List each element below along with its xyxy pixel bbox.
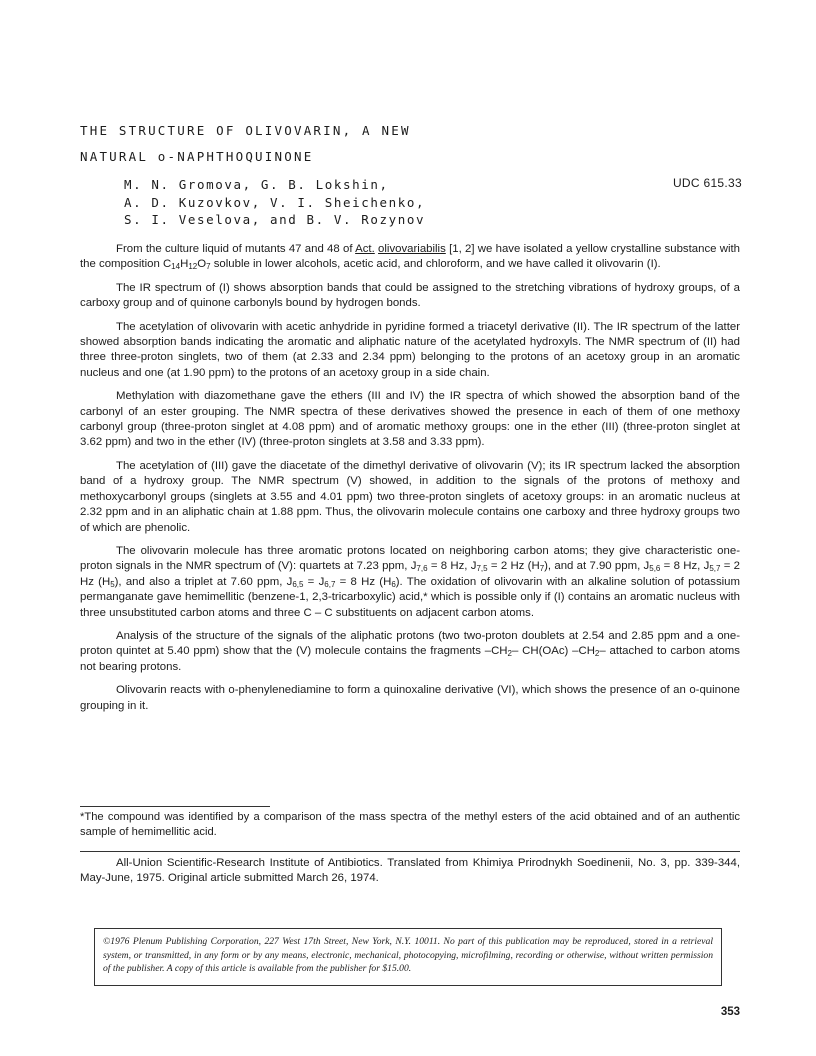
affiliation-note: All-Union Scientific-Research Institute of Antibiotics. Translated from Khimiya Prirodnykh Soedinenii, No. 3, pp. 339-344, May-June, 1975. Original article submitted March 26, 1974. [80,857,740,885]
text-run: O [197,258,207,271]
text-run: = 8 Hz, J [660,560,710,573]
author-line-3: S. I. Veselova, and B. V. Rozynov [124,212,426,227]
text-run: ). The oxidation of olivovarin with an alkaline solution of potassium permanganate gave hemimellitic (benzene-1, 2,3-tricarboxylic) acid,* which is possible only if (I) contains an aromatic nucleus with three unsubstituted carbon atoms and three C – C substituents on adjacent carbon atoms. [80,575,740,619]
subscript: 12 [188,262,198,272]
author-line-1: M. N. Gromova, G. B. Lokshin, [124,177,389,192]
species-name: olivovariabilis [378,243,446,255]
text-run: = 8 Hz, J [427,560,477,573]
subscript: 2 [507,649,512,659]
subscript: 5,7 [709,564,721,574]
paragraph-2: The IR spectrum of (I) shows absorption bands that could be assigned to the stretching vibrations of hydroxy groups, of a carboxy group and of quinone carbonyls bound by hydrogen bonds. [80,281,740,310]
title-line-1: THE STRUCTURE OF OLIVOVARIN, A NEW [80,123,411,138]
subscript: 6,5 [292,579,304,589]
text-run: ), and at 7.90 ppm, J [544,560,650,573]
footnote-divider [80,806,270,807]
text-run: = 2 Hz (H [80,560,741,588]
title-line-2: NATURAL o-NAPHTHOQUINONE [80,149,314,164]
text-run: [1, 2] we have isolated a yellow crystalline substance with the composition C [80,243,740,271]
paragraph-8: Olivovarin reacts with o-phenylenediamine to form a quinoxaline derivative (VI), which shows the presence of an o-quinone grouping in it. [80,684,740,712]
article-body [80,242,740,722]
paragraph-5: The acetylation of (III) gave the diacetate of the dimethyl derivative of olivovarin (V); its IR spectrum lacked the absorption band of a hydroxy group. The NMR spectrum (V) showed, in addition to the signals of the protons of methoxy and methoxycarbonyl groups (singlets at 3.55 and 4.01 ppm) two three-proton singlets of acetoxy groups: in an aromatic nucleus at 2.32 ppm and in an aliphatic chain at 1.88 ppm. Thus, the olivovarin molecule contains one carboxy and three hydroxy groups two of which are phenolic. [80,459,740,534]
article-title [80,118,680,170]
subscript: 7,6 [416,564,428,574]
text-run: = J [303,575,325,588]
paragraph-3: The acetylation of olivovarin with acetic anhydride in pyridine formed a triacetyl derivative (II). The IR spectrum of the latter showed absorption bands indicating the aromatic and aliphatic nature of the acetylated hydroxyls. The NMR spectrum of (II) had three three-proton singlets, two of them (at 2.33 and 2.34 ppm) belonging to the protons of an acetoxy group in an aromatic nucleus and one (at 1.90 ppm) to the protons of an acetoxy group in a side chain. [80,320,740,379]
text-run: ), and also a triplet at 7.60 ppm, J [114,575,293,588]
text-run: The olivovarin molecule has three aromatic protons located on neighboring carbon atoms; they give characteristic one-proton signals in the NMR spectrum of (V): quartets at 7.23 ppm, J [80,544,740,573]
subscript: 7 [206,262,211,272]
affiliation-divider [80,851,740,852]
paragraph-1 [80,242,740,273]
text-run: H [180,258,189,271]
text-run: Analysis of the structure of the signals of the aliphatic protons (two two-proton doublets at 2.54 and 2.85 ppm and a one-proton quintet at 5.40 ppm) show that the (V) molecule contains the fragments –CH [80,629,740,658]
text-run: = 2 Hz (H [487,560,540,573]
subscript: 7 [539,564,545,574]
paragraph-6 [80,544,740,621]
subscript: 5,6 [649,564,661,574]
text-run: = 8 Hz (H [335,575,392,588]
text-run: soluble in lower alcohols, acetic acid, and chloroform, and we have called it olivovarin (I). [210,258,661,271]
genus-abbrev: Act. [355,243,375,255]
author-line-2: A. D. Kuzovkov, V. I. Sheichenko, [124,194,426,210]
footnote: *The compound was identified by a comparison of the mass spectra of the methyl esters of the acid obtained and of an authentic sample of hemimellitic acid. [80,811,740,838]
subscript: 6,7 [324,579,336,589]
text-run: – attached to carbon atoms not bearing protons. [80,645,740,673]
text-run: From the culture liquid of mutants 47 and 48 of [116,243,356,255]
author-list [124,176,604,229]
text-run: – CH(OAc) –CH [511,645,595,658]
subscript: 5 [110,579,115,589]
page-number: 353 [720,1006,740,1018]
subscript: 2 [594,649,600,659]
paragraph-4: Methylation with diazomethane gave the ethers (III and IV) the IR spectra of which showed the absorption band of the carbonyl of an ester grouping. The NMR spectra of these derivatives showed the presence in each of them of one methoxy carbonyl group (three-proton singlet at 4.08 ppm) and of aromatic methoxy groups: one in the ether (III) (three-proton singlet at 3.62 ppm) and two in the ether (IV) (three-proton singlets at 3.58 and 3.33 ppm). [80,390,740,449]
paragraph-7 [80,629,740,675]
subscript: 14 [171,262,181,272]
subscript: 6 [391,579,396,589]
subscript: 7,5 [476,564,488,574]
udc-code: UDC 615.33 [672,176,742,190]
copyright-box: ©1976 Plenum Publishing Corporation, 227 West 17th Street, New York, N.Y. 10011. No part of this publication may be reproduced, stored in a retrieval system, or transmitted, in any form or by any means, electronic, mechanical, photocopying, microfilming, recording or otherwise, without written permission of the publisher. A copy of this article is available from the publisher for $15.00. [94,928,722,986]
